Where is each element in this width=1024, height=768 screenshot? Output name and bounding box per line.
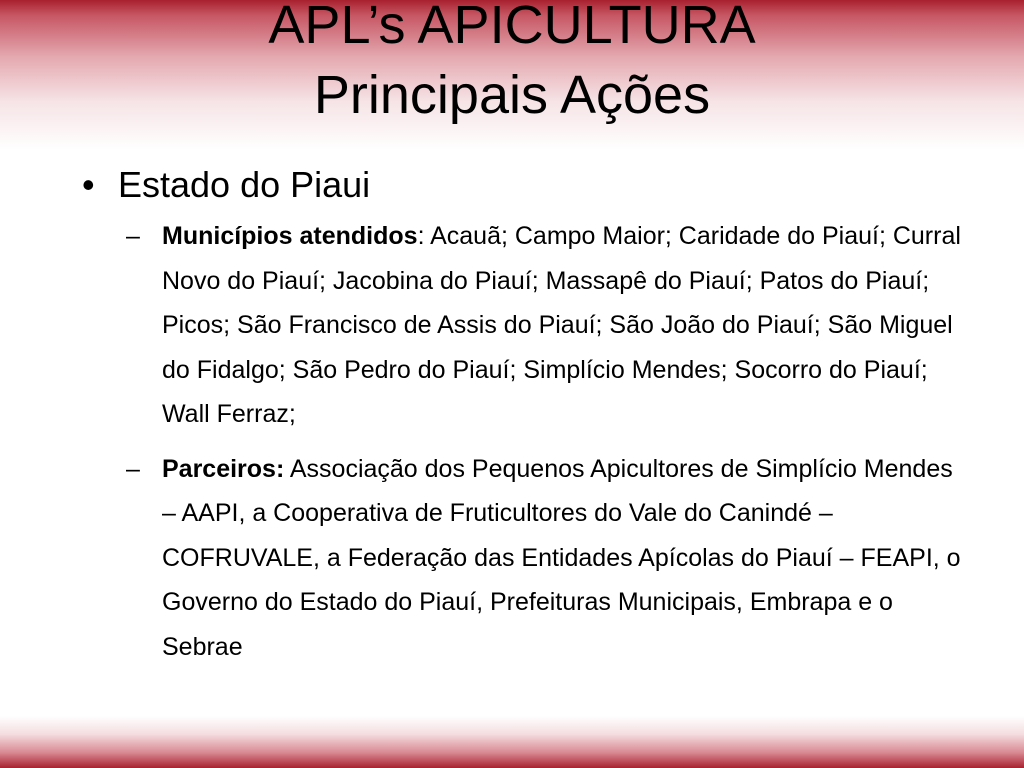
slide-body <box>80 162 980 679</box>
subitem-parceiros <box>126 447 972 670</box>
dash-icon: – <box>126 454 140 483</box>
bottom-gradient-band <box>0 716 1024 768</box>
slide-title <box>0 0 1024 130</box>
subitem-label: Municípios atendidos <box>162 222 418 250</box>
dash-icon: – <box>126 222 140 250</box>
subitem-text: Associação dos Pequenos Apicultores de Simplício Mendes – AAPI, a Cooperativa de Fruticultores do Vale do Canindé – COFRUVALE, a Federação das Entidades Apícolas do Piauí – FEAPI, o Governo do Estado do Piauí, Prefeituras Municipais, Embrapa e o Sebrae <box>162 454 961 661</box>
subitem-text: : Acauã; Campo Maior; Caridade do Piauí; Curral Novo do Piauí; Jacobina do Piauí; Massapê do Piauí; Patos do Piauí; Picos; São Francisco de Assis do Piauí; São João do Piauí; São Miguel do Fidalgo; São Pedro do Piauí; Simplício Mendes; Socorro do Piauí; Wall Ferraz; <box>162 222 961 428</box>
bullet-text: Estado do Piaui <box>118 164 371 205</box>
slide-title-line-1: APL’s APICULTURA <box>268 0 756 55</box>
bullet-dot-icon: • <box>82 164 95 205</box>
bullet-estado-piaui <box>80 162 980 208</box>
subitem-label: Parceiros: <box>162 454 285 483</box>
slide-title-line-2: Principais Ações <box>313 65 711 125</box>
subitem-municipios <box>126 214 972 437</box>
